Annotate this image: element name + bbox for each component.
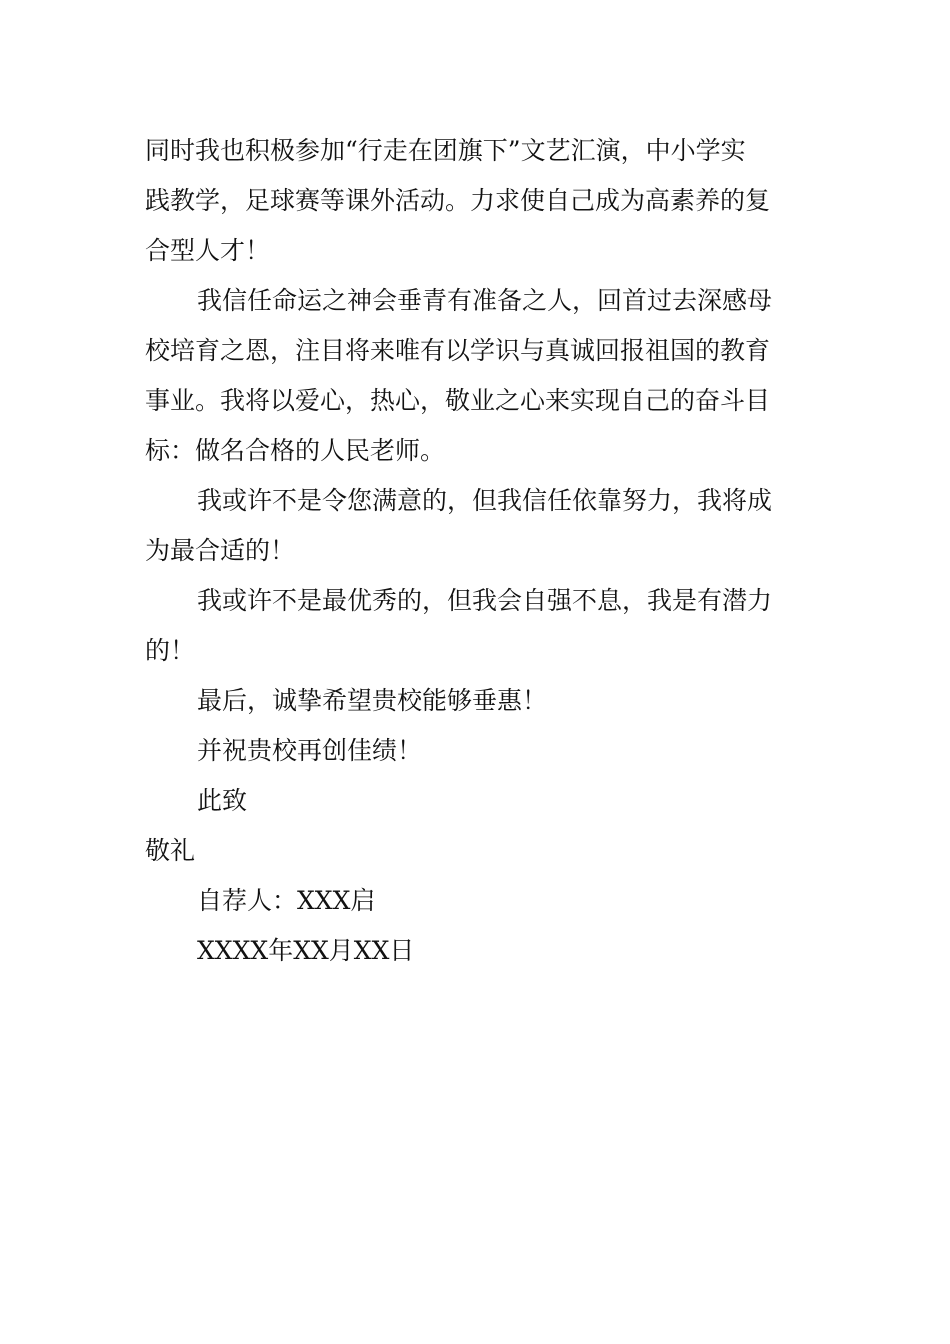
text-line: 最后，诚挚希望贵校能够垂惠！ [197, 686, 548, 715]
paragraph-potential [145, 576, 810, 676]
salutation-cizhi [145, 776, 810, 826]
paragraph-satisfaction [145, 476, 810, 576]
text-line: 自荐人：XXX启 [197, 886, 376, 915]
letter-body [145, 126, 810, 976]
text-line: 标：做名合格的人民老师。 [145, 436, 446, 465]
date-line [145, 926, 810, 976]
paragraph-activities [145, 126, 810, 276]
text-line: 事业。我将以爱心，热心，敬业之心来实现自己的奋斗目 [145, 386, 771, 415]
text-line: 我或许不是令您满意的，但我信任依靠努力，我将成 [197, 486, 773, 515]
text-line: 为最合适的！ [145, 536, 296, 565]
text-line: 合型人才！ [145, 236, 271, 265]
paragraph-wish [145, 726, 810, 776]
text-line: 我信任命运之神会垂青有准备之人，回首过去深感母 [197, 286, 773, 315]
text-line: 校培育之恩，注目将来唯有以学识与真诚回报祖国的教育 [145, 336, 771, 365]
text-line: XXXX年XX月XX日 [197, 936, 415, 965]
text-line: 此致 [197, 786, 248, 815]
paragraph-closing-hope [145, 676, 810, 726]
paragraph-belief [145, 276, 810, 476]
text-line: 同时我也积极参加“行走在团旗下”文艺汇演，中小学实 [145, 136, 746, 165]
text-line: 我或许不是最优秀的，但我会自强不息，我是有潜力 [197, 586, 773, 615]
text-line: 的！ [145, 636, 196, 665]
text-line: 敬礼 [145, 836, 196, 865]
signature-line [145, 876, 810, 926]
salutation-jingli [145, 826, 810, 876]
text-line: 践教学，足球赛等课外活动。力求使自己成为高素养的复 [145, 186, 771, 215]
text-line: 并祝贵校再创佳绩！ [197, 736, 423, 765]
